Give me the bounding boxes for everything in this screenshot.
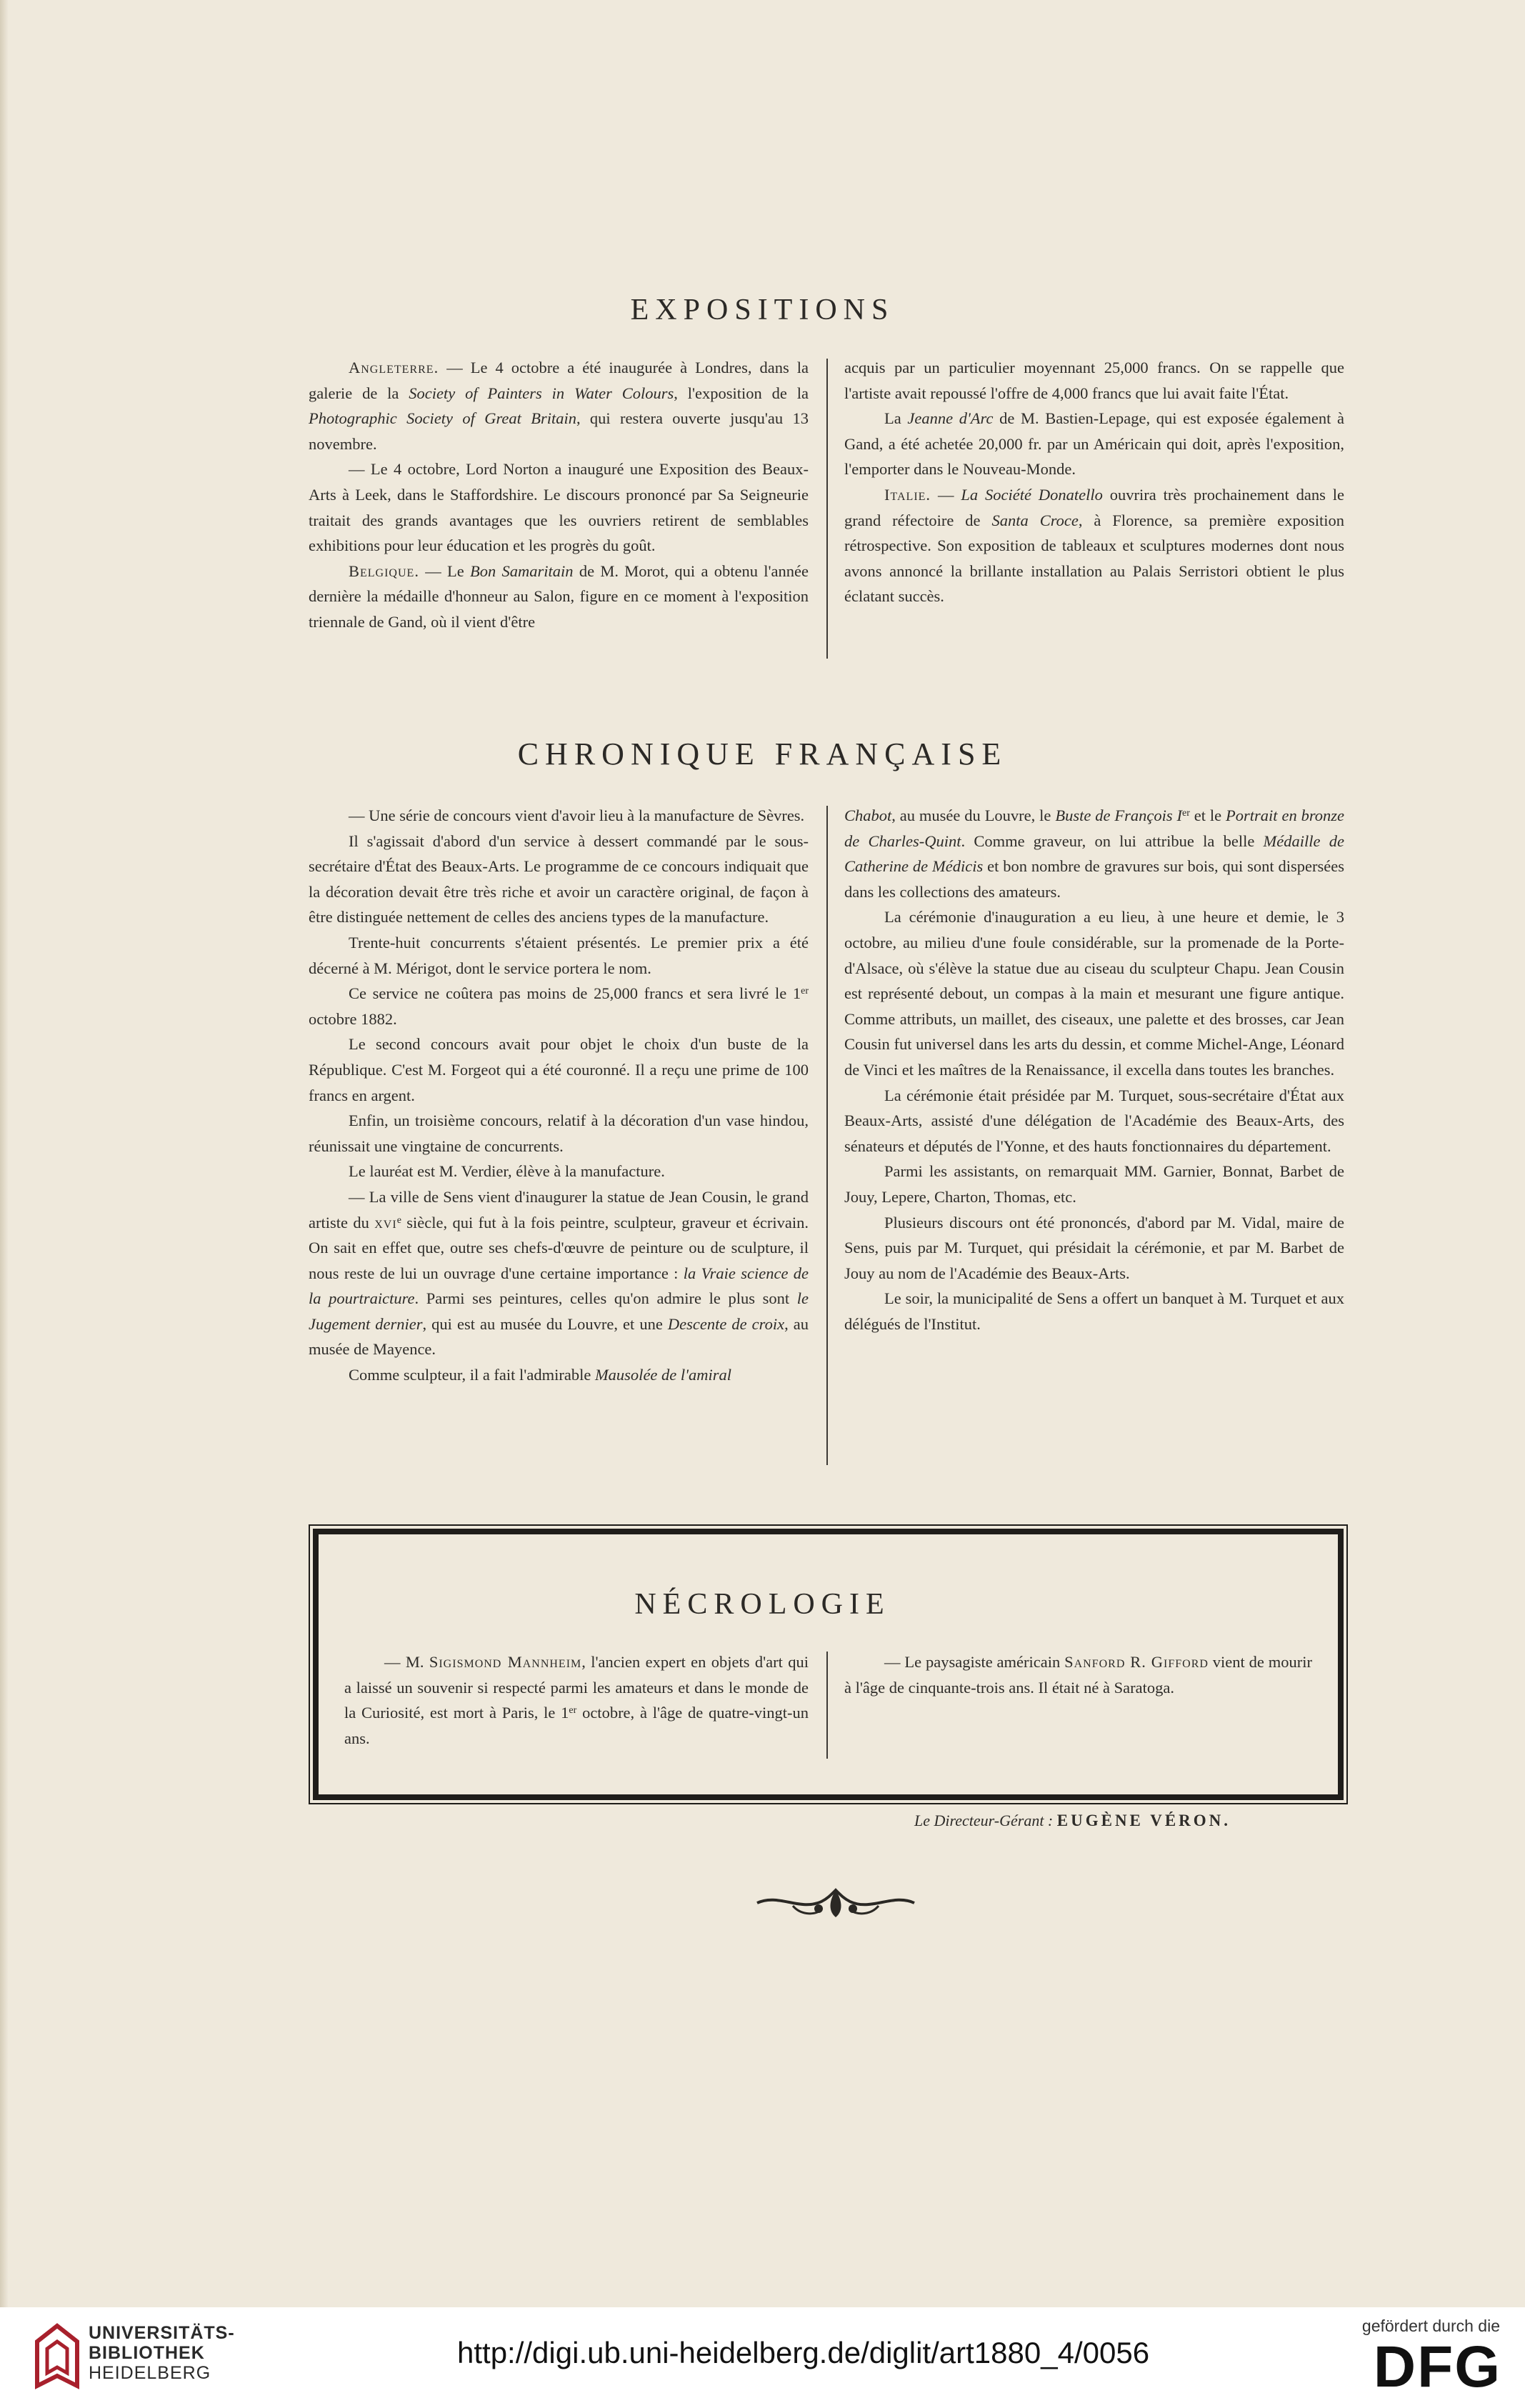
paragraph: La cérémonie d'inauguration a eu lieu, à une heure et demie, le 3 octobre, au milieu d'une foule considérable, sur la promenade de la Porte-d'Alsace, où s'élève la statue due au ciseau du sculpteur Chapu. Jean Cousin est représenté debout, un compas à la main et mesurant une figure antique. Comme attributs, un maillet, des ciseaux, une palette et des brosses, car Jean Cousin fut universel dans les arts du dessin, et comme Michel-Ange, Léonard de Vinci et les maîtres de la Renaissance, il excella dans toutes les branches. [844, 908, 1344, 1079]
paragraph: Le second concours avait pour objet le choix d'un buste de la République. C'est M. Forgeot qui a été couronné. Il a reçu une prime de 100 francs en argent. [309, 1035, 809, 1104]
paragraph: Belgique. — Le Bon Samaritain de M. Morot, qui a obtenu l'année dernière la médaille d'honneur au Salon, figure en ce moment à l'exposition triennale de Gand, où il vient d'être [309, 561, 809, 631]
paragraph: Chabot, au musée du Louvre, le Buste de François Ier et le Portrait en bronze de Charles-Quint. Comme graveur, on lui attribue la belle Médaille de Catherine de Médicis et bon nombre de gravures sur bois, qui sont dispersées dans les collections des amateurs. [844, 806, 1345, 901]
paragraph: Parmi les assistants, on remarquait MM. Garnier, Bonnat, Barbet de Jouy, Lepere, Charton, Thomas, etc. [844, 1162, 1344, 1206]
paragraph: — Une série de concours vient d'avoir lieu à la manufacture de Sèvres. [349, 806, 805, 824]
chronique-left-column [309, 803, 809, 1388]
paragraph: — La ville de Sens vient d'inaugurer la statue de Jean Cousin, le grand artiste du xvi$^e$ siècle, qui fut à la fois peintre, sculpteur, graveur et écrivain. On sait en effet que, outre ses chefs-d'œuvre de peinture ou de sculpture, il nous reste de lui un ouvrage d'une certaine importance : la Vraie science de la pourtraicture. Parmi ses peintures, celles qu'on admire le plus sont le Jugement dernier, qui est au musée du Louvre, et une Descente de croix, au musée de Mayence. [309, 1187, 809, 1359]
funding-text: gefördert durch die [1361, 2317, 1500, 2335]
necrologie-left-column [344, 1649, 809, 1751]
expositions-right-column [844, 355, 1344, 609]
paragraph: La Jeanne d'Arc de M. Bastien-Lepage, qui est exposée également à Gand, a été achetée 20,000 fr. par un Américain qui doit, après l'exposition, l'emporter dans le Nouveau-Monde. [844, 409, 1344, 479]
paragraph: Angleterre. — Le 4 octobre a été inaugurée à Londres, dans la galerie de la Society of Painters in Water Colours, l'exposition de la Photographic Society of Great Britain, qui restera ouverte jusqu'au 13 novembre. [309, 359, 809, 453]
section-title-necrologie: NÉCROLOGIE [634, 1588, 891, 1621]
signature-name: EUGÈNE VÉRON. [1056, 1812, 1231, 1829]
library-name-line1: UNIVERSITÄTS- [89, 2323, 235, 2343]
column-divider [826, 1652, 828, 1759]
paragraph: Trente-huit concurrents s'étaient présentés. Le premier prix a été décerné à M. Mérigot, dont le service portera le nom. [309, 933, 809, 977]
paragraph: acquis par un particulier moyennant 25,000 francs. On se rappelle que l'artiste avait repoussé l'offre de 4,000 francs que lui avait faite l'État. [844, 359, 1344, 402]
dfg-logo: DFG [1373, 2334, 1501, 2399]
column-divider [826, 359, 828, 659]
paragraph: Ce service ne coûtera pas moins de 25,000 francs et sera livré le 1er octobre 1882. [309, 984, 809, 1028]
paragraph: Enfin, un troisième concours, relatif à la décoration d'un vase hindou, réunissait une vingtaine de concurrents. [309, 1111, 809, 1155]
paragraph: — Le paysagiste américain Sanford R. Gifford vient de mourir à l'âge de cinquante-trois ans. Il était né à Saratoga. [844, 1653, 1312, 1697]
source-url-link[interactable]: http://digi.ub.uni-heidelberg.de/diglit/art1880_4/0056 [457, 2336, 1150, 2369]
paragraph: Comme sculpteur, il a fait l'admirable Mausolée de l'amiral [349, 1366, 731, 1384]
section-title-expositions: EXPOSITIONS [630, 294, 895, 326]
paragraph: Il s'agissait d'abord d'un service à dessert commandé par le sous-secrétaire d'État des Beaux-Arts. Le programme de ce concours indiquait que la décoration devait être très riche et avoir un caractère original, de façon à être distinguée nettement de celles des anciens types de la manufacture. [309, 831, 809, 926]
fleuron-ornament-icon [750, 1880, 921, 1923]
library-name-line2: BIBLIOTHEK [89, 2343, 205, 2363]
section-title-chronique: CHRONIQUE FRANÇAISE [517, 736, 1008, 771]
paragraph: Plusieurs discours ont été prononcés, d'abord par M. Vidal, maire de Sens, puis par M. Turquet, qui présidait la cérémonie, et par M. Barbet de Jouy au nom de l'Académie des Beaux-Arts. [844, 1213, 1344, 1282]
expositions-left-column [309, 355, 809, 635]
paragraph: — M. Sigismond Mannheim, l'ancien expert en objets d'art qui a laissé un souvenir si respecté parmi les amateurs et dans le monde de la Curiosité, est mort à Paris, le 1er octobre, à l'âge de quatre-vingt-un ans. [344, 1653, 809, 1747]
column-divider [826, 806, 828, 1465]
library-name-line3: HEIDELBERG [89, 2363, 211, 2383]
paragraph: Le lauréat est M. Verdier, élève à la manufacture. [349, 1162, 665, 1181]
chronique-right-column [844, 803, 1344, 1337]
necrologie-right-column [844, 1649, 1312, 1700]
paragraph: — Le 4 octobre, Lord Norton a inauguré une Exposition des Beaux-Arts à Leek, dans le Staffordshire. Le discours prononcé par Sa Seigneurie traitait des grands avantages que les ouvriers retirent de semblables exhibitions pour leur éducation et les progrès du goût. [309, 460, 809, 555]
signature [914, 1812, 1414, 1830]
university-library-logo-icon [30, 2320, 84, 2392]
signature-label: Le Directeur-Gérant : [914, 1812, 1057, 1829]
paragraph: Le soir, la municipalité de Sens a offert un banquet à M. Turquet et aux délégués de l'Institut. [844, 1289, 1344, 1333]
paragraph: La cérémonie était présidée par M. Turquet, sous-secrétaire d'État aux Beaux-Arts, assisté d'une délégation de l'Académie des Beaux-Arts, des sénateurs et députés de l'Yonne, et des hauts fonctionnaires du département. [844, 1086, 1344, 1155]
paragraph: Italie. — La Société Donatello ouvrira très prochainement dans le grand réfectoire de Santa Croce, à Florence, sa première exposition rétrospective. Son exposition de tableaux et sculptures modernes dont nous avons annoncé la brillante installation au Palais Serristori obtient le plus éclatant succès. [844, 485, 1345, 606]
